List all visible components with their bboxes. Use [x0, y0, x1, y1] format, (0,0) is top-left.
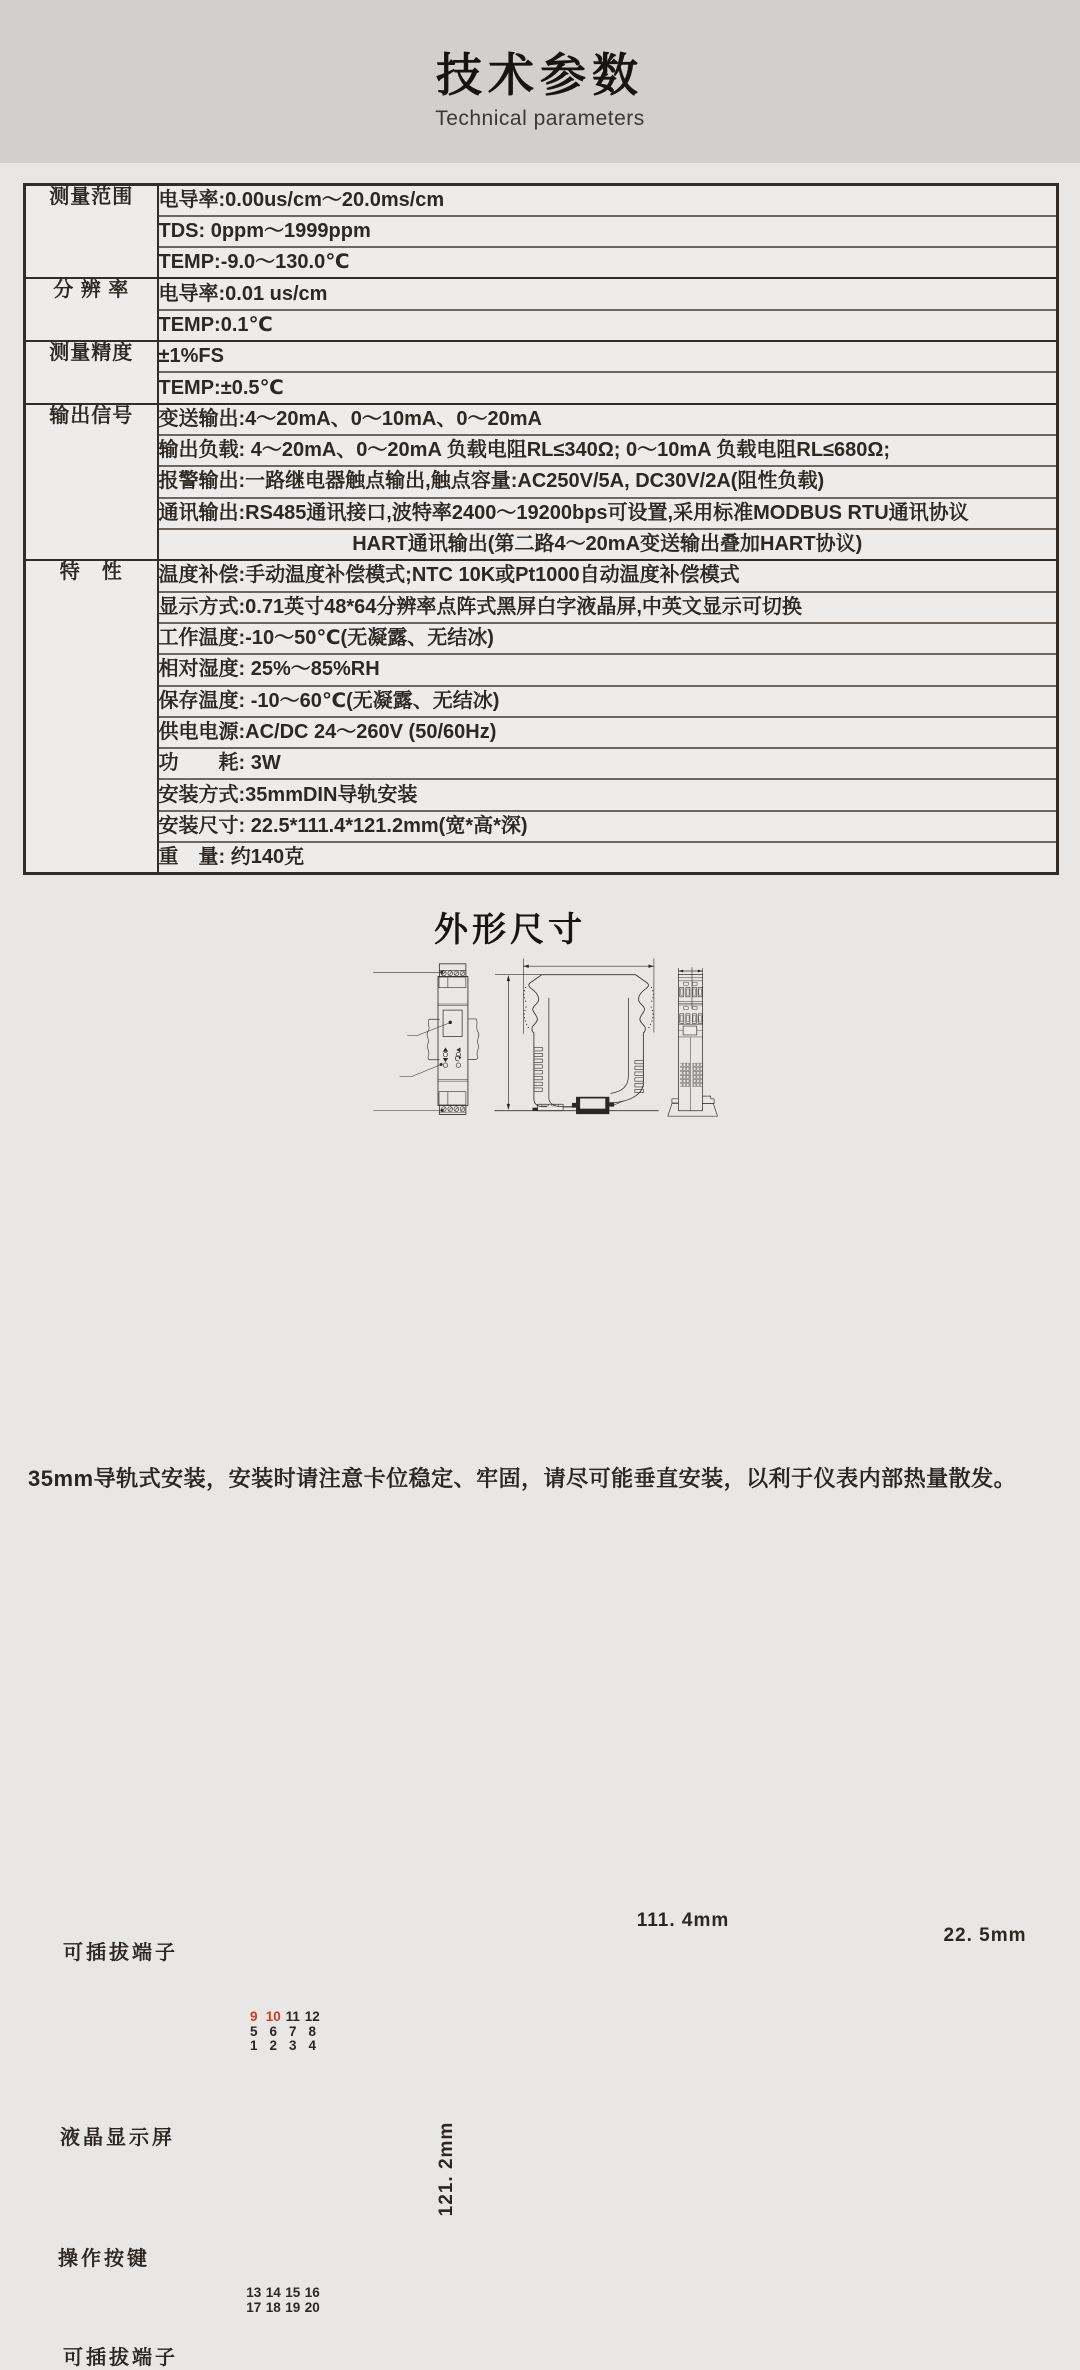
spec-value: 显示方式:0.71英寸48*64分辨率点阵式黑屏白字液晶屏,中英文显示可切换	[158, 592, 1058, 623]
vent-slots	[534, 1047, 643, 1092]
callout-anchor-dot	[449, 1021, 452, 1024]
top-view	[668, 968, 718, 1117]
front-view	[373, 964, 479, 1115]
spec-row	[25, 404, 1058, 435]
callout-anchor-dot	[440, 1063, 443, 1066]
terminal-number: 16	[304, 2285, 320, 2300]
spec-row	[25, 686, 1058, 717]
up-arrow-icon	[443, 1047, 448, 1051]
spec-row	[25, 278, 1058, 309]
spec-row	[25, 435, 1058, 466]
terminal-number: 18	[265, 2299, 281, 2315]
terminal-numbers-bottom	[244, 2286, 322, 2315]
spec-value: 电导率:0.01 us/cm	[158, 278, 1058, 309]
vent-grid	[680, 1063, 690, 1087]
latch-window	[683, 1026, 697, 1035]
key-button	[443, 1052, 447, 1056]
spec-value: ±1%FS	[158, 341, 1058, 372]
spec-value: TEMP:±0.5℃	[158, 372, 1058, 403]
spec-row	[25, 811, 1058, 842]
spec-group-label: 测量精度	[25, 341, 158, 404]
dim-width	[678, 968, 702, 1009]
spec-value: 电导率:0.00us/cm～20.0ms/cm	[158, 188, 445, 211]
terminal-slots	[680, 987, 702, 997]
terminal-number: 19	[285, 2299, 301, 2315]
spec-row	[25, 216, 1058, 247]
spec-value: 输出负载: 4～20mA、0～20mA 负载电阻RL≤340Ω; 0～10mA 负载电阻RL≤680Ω;	[158, 435, 1058, 466]
spec-row	[25, 623, 1058, 654]
din-rail-top	[668, 1104, 718, 1117]
key-button	[443, 1063, 447, 1067]
spec-value: TEMP:-9.0～130.0℃	[158, 247, 1058, 278]
terminal-number: 14	[265, 2285, 281, 2300]
spec-row	[25, 498, 1058, 529]
spec-table	[23, 183, 1059, 875]
spec-row	[25, 560, 1058, 591]
lcd-window	[443, 1010, 462, 1037]
callout-anchor-dot	[440, 971, 443, 974]
vent-grid	[692, 1063, 702, 1087]
spec-group-label: 特 性	[25, 560, 158, 873]
dim-label-height: 111. 4mm	[636, 1910, 730, 1931]
spec-value: 通讯输出:RS485通讯接口,波特率2400～19200bps可设置,采用标准MODBUS RTU通讯协议	[158, 498, 1058, 529]
operation-keys	[440, 1047, 462, 1067]
terminal-number: 5	[249, 2023, 258, 2039]
spec-row	[25, 341, 1058, 372]
outline-drawing-svg	[0, 955, 1080, 1447]
spec-row	[25, 779, 1058, 810]
spec-value: 供电电源:AC/DC 24～260V (50/60Hz)	[158, 717, 1058, 748]
terminal-number: 20	[304, 2299, 320, 2315]
dim-label-depth: 121. 2mm	[436, 2121, 457, 2217]
terminal-number: 12	[304, 2009, 320, 2024]
mounting-note: 35mm导轨式安装，安装时请注意卡位稳定、牢固，请尽可能垂直安装，以利于仪表内部热量散发。	[28, 1466, 1017, 1491]
down-arrow-icon	[443, 1058, 448, 1062]
bottom-terminal-block	[439, 1106, 466, 1115]
page-title: 技术参数	[436, 49, 644, 101]
spec-row	[25, 717, 1058, 748]
terminal-numbers-top	[244, 2010, 322, 2054]
spec-row	[25, 185, 1058, 216]
dim-depth	[495, 975, 542, 1110]
top-terminal-block	[439, 964, 466, 977]
terminal-number: 6	[269, 2023, 277, 2039]
module-profile	[529, 975, 649, 1107]
spec-row	[25, 842, 1058, 873]
spec-row	[25, 654, 1058, 685]
terminal-number: 1	[249, 2038, 258, 2053]
page-subtitle: Technical parameters	[435, 107, 645, 130]
section-title: 外形尺寸	[434, 911, 586, 949]
spec-row	[25, 592, 1058, 623]
spec-value: 变送输出:4～20mA、0～10mA、0～20mA	[158, 404, 1058, 435]
terminal-number: 7	[288, 2023, 297, 2039]
spec-value: 保存温度: -10～60℃(无凝露、无结冰)	[158, 686, 1058, 717]
terminal-number: 8	[308, 2023, 316, 2039]
spec-value: 安装尺寸: 22.5*111.4*121.2mm(宽*高*深)	[158, 811, 1058, 842]
key-button	[456, 1063, 460, 1067]
spec-row	[25, 466, 1058, 497]
terminal-number: 11	[285, 2009, 300, 2024]
terminal-slots	[680, 1014, 702, 1024]
spec-table-body	[25, 185, 1058, 874]
terminal-number: 9	[249, 2009, 258, 2024]
dim-height	[523, 959, 654, 1034]
terminal-number: 2	[269, 2038, 277, 2053]
callout-keys: 操作按键	[58, 2248, 150, 2270]
screw-icon	[441, 1107, 464, 1112]
terminal-number: 17	[246, 2299, 262, 2315]
spec-value: 重 量: 约140克	[158, 842, 1058, 873]
spec-value: 报警输出:一路继电器触点输出,触点容量:AC250V/5A, DC30V/2A(阻性负载)	[158, 466, 1058, 497]
terminal-number: 3	[288, 2038, 297, 2053]
terminal-number: 4	[308, 2038, 316, 2053]
side-view	[495, 959, 659, 1114]
callout-bottom-terminal: 可插拔端子	[63, 2347, 178, 2369]
screw-icon	[441, 971, 464, 976]
spec-group-label: 分 辨 率	[25, 278, 158, 341]
terminal-number: 15	[285, 2285, 301, 2300]
spec-value: HART通讯输出(第二路4～20mA变送输出叠加HART协议)	[158, 529, 1058, 560]
spec-group-label: 测量范围	[25, 185, 158, 279]
spec-value: 工作温度:-10～50℃(无凝露、无结冰)	[158, 623, 1058, 654]
spec-value: TEMP:0.1℃	[158, 310, 1058, 341]
terminal-number: 10	[265, 2009, 281, 2024]
spec-group-label: 输出信号	[25, 404, 158, 561]
spec-value: TDS: 0ppm～1999ppm	[158, 216, 1058, 247]
spec-row	[25, 247, 1058, 278]
spec-row	[25, 748, 1058, 779]
terminal-number: 13	[246, 2285, 262, 2300]
spec-row	[25, 310, 1058, 341]
spec-value: 温度补偿:手动温度补偿模式;NTC 10K或Pt1000自动温度补偿模式	[158, 560, 1058, 591]
spec-value: 相对湿度: 25%～85%RH	[158, 654, 1058, 685]
title-band	[0, 0, 1080, 163]
callout-lcd: 液晶显示屏	[60, 2127, 175, 2149]
spec-row	[25, 529, 1058, 560]
spec-row	[25, 372, 1058, 403]
spec-value: 安装方式:35mmDIN导轨安装	[158, 779, 1058, 810]
callout-top-terminal: 可插拔端子	[63, 1942, 178, 1964]
spec-value: 功 耗: 3W	[158, 748, 1058, 779]
rail-clip	[572, 1097, 614, 1114]
module-body	[438, 976, 468, 1105]
din-rail-front	[427, 1019, 479, 1060]
callout-anchor-dot	[441, 1109, 444, 1112]
dim-label-width: 22. 5mm	[943, 1925, 1027, 1946]
dotted-profile	[524, 987, 653, 1030]
left-arrow-icon	[456, 1047, 460, 1052]
